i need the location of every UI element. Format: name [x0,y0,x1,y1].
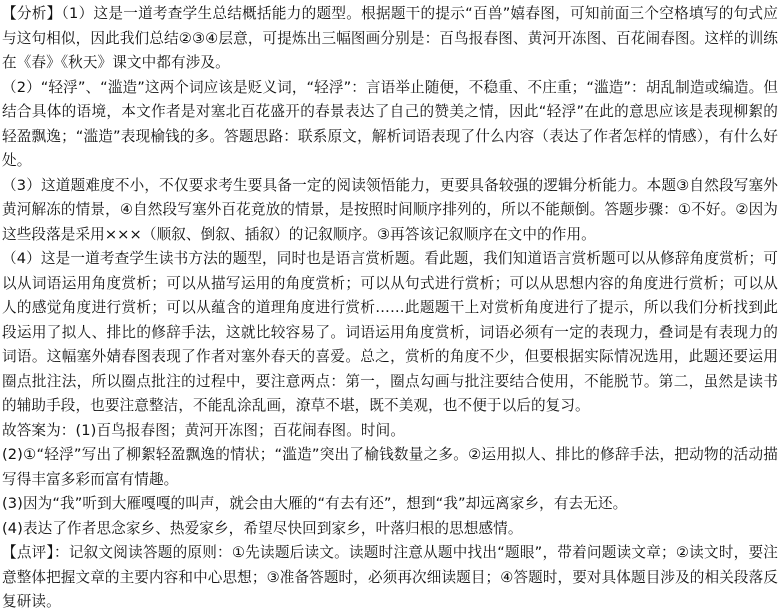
answer-paragraph-4: (4)表达了作者思念家乡、热爱家乡，希望尽快回到家乡，叶落归根的思想感情。 [2,519,523,537]
answer-paragraph-3: (3)因为“我”听到大雁嘎嘎的叫声，就会由大雁的“有去有还”，想到“我”却远离家乡，有去无还。 [2,495,628,512]
comment-paragraph: 【点评】：记叙文阅读答题的原则：①先读题后读文。读题时注意从题中找出“题眼”，带着问题读文章；②读文时，要注意整体把握文章的主要内容和中心思想；③准备答题时，必须再次细读题目；④答题时，要对具体题目涉及的相关段落反复研读。 [2,544,778,610]
analysis-paragraph-4: （4）这是一道考查学生读书方法的题型，同时也是语言赏析题。看此题，我们知道语言赏析题可以从修辞角度赏析；可以从词语运用角度赏析；可以从描写运用的角度赏析；可以从句式进行赏析；可以从思想内容的角度进行赏析；可以从人的感觉角度进行赏析；可以从蕴含的道理角度进行赏析……此题题干上对赏析角度进行了提示，所以我们分析找到此段运用了拟人、排比的修辞手法，这就比较容易了。词语运用角度赏析，词语必须有一定的表现力，叠词是有表现力的词语。这幅塞外婧春图表现了作者对塞外春天的喜爱。总之，赏析的角度不少，但要根据实际情况选用，此题还要运用圈点批注法，所以圈点批注的过程中，要注意两点：第一，圈点勾画与批注要结合使用，不能脱节。第二，虽然是读书的辅助手段，也要注意整洁，不能乱涂乱画，潦草不堪，既不美观，也不便于以后的复习。 [2,250,778,414]
analysis-paragraph-1: 【分析】（1）这是一道考查学生总结概括能力的题型。根据题干的提示“百兽”嬉春图，可知前面三个空格填写的句式应与这句相似，因此我们总结②③④层意，可提炼出三幅图画分别是：百鸟报春图、黄河开冻图、百花闹春图。这样的训练在《春》《秋天》课文中都有涉及。 [2,5,778,71]
analysis-paragraph-2: （2）“轻浮”、“滥造”这两个词应该是贬义词，“轻浮”：言语举止随便，不稳重、不庄重；“滥造”：胡乱制造或编造。但结合具体的语境，本文作者是对塞北百花盛开的春景表达了自己的赞美之情，因此“轻浮”在此的意思应该是表现柳絮的轻盈飘逸；“滥造”表现榆钱的多。答题思路：联系原文，解析词语表现了什么内容（表达了作者怎样的情感），有什么好处。 [2,78,778,169]
answer-paragraph-1: 故答案为：(1)百鸟报春图；黄河开冻图；百花闹春图。时间。 [2,421,406,439]
answer-paragraph-2: (2)①“轻浮”写出了柳絮轻盈飘逸的情状；“滥造”突出了榆钱数量之多。②运用拟人、排比的修辞手法，把动物的活动描写得丰富多彩而富有情趣。 [2,446,778,488]
analysis-paragraph-3: （3）这道题难度不小，不仅要求考生要具备一定的阅读领悟能力，更要具备较强的逻辑分析能力。本题③自然段写塞外黄河解冻的情景，④自然段写塞外百花竟放的情景，是按照时间顺序排列的，所以不能颠倒。答题步骤：①不好。②因为这些段落是采用×××（顺叙、倒叙、插叙）的记叙顺序。③再答该记叙顺序在文中的作用。 [2,176,778,243]
